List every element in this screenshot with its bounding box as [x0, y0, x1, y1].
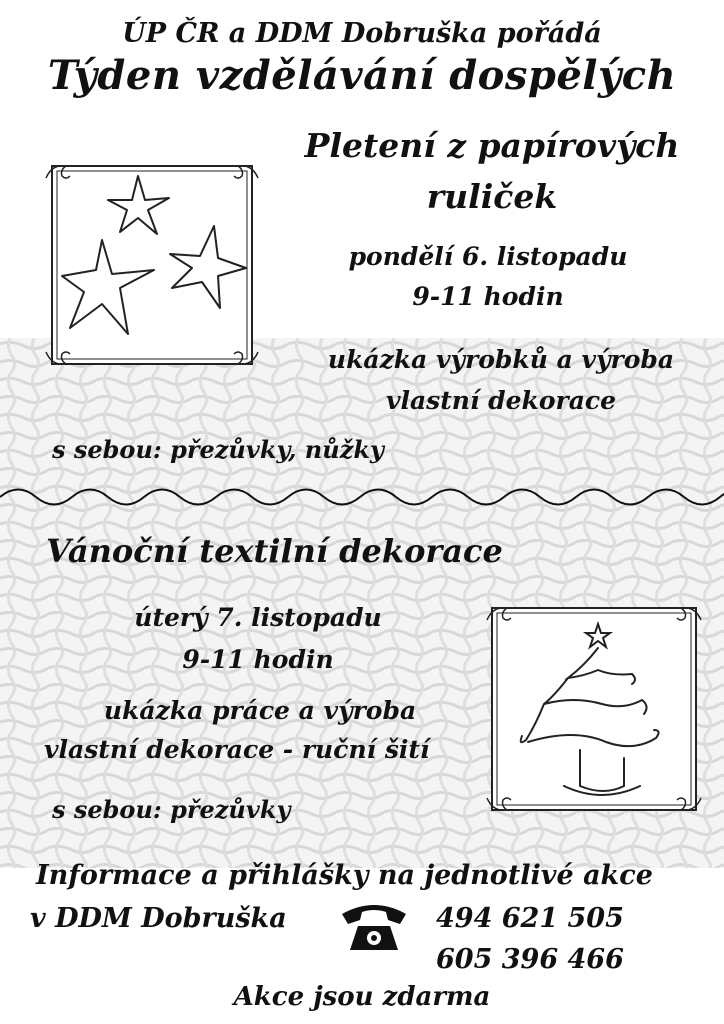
telephone-icon [338, 898, 410, 954]
event2-time: 9-11 hodin [182, 645, 334, 674]
event2-date: úterý 7. listopadu [134, 603, 382, 632]
phone-number-2: 605 396 466 [436, 944, 624, 975]
stars-icon [42, 158, 262, 372]
event1-title-line1: Pletení z papírových [304, 126, 680, 165]
info-registration-line: Informace a přihlášky na jednotlivé akce [36, 860, 653, 891]
organizers-line: ÚP ČR a DDM Dobruška pořádá [122, 18, 602, 49]
location-line: v DDM Dobruška [30, 903, 287, 934]
event1-time: 9-11 hodin [412, 282, 564, 311]
event1-bring-items: s sebou: přezůvky, nůžky [52, 435, 384, 464]
event2-description-line2: vlastní dekorace - ruční šití [44, 735, 430, 764]
event2-title: Vánoční textilní dekorace [46, 532, 503, 570]
free-admission-note: Akce jsou zdarma [233, 982, 491, 1012]
event1-date: pondělí 6. listopadu [348, 242, 628, 271]
event1-description-line2: vlastní dekorace [385, 386, 617, 415]
page-title: Týden vzdělávání dospělých [47, 52, 677, 99]
event2-description-line1: ukázka práce a výroba [103, 696, 417, 725]
event1-description-line1: ukázka výrobků a výroba [327, 345, 675, 374]
wavy-divider [0, 482, 724, 512]
event1-title-line2: ruliček [426, 177, 558, 216]
event2-bring-items: s sebou: přezůvky [52, 795, 291, 824]
christmas-tree-icon [484, 600, 704, 818]
phone-number-1: 494 621 505 [436, 903, 624, 934]
